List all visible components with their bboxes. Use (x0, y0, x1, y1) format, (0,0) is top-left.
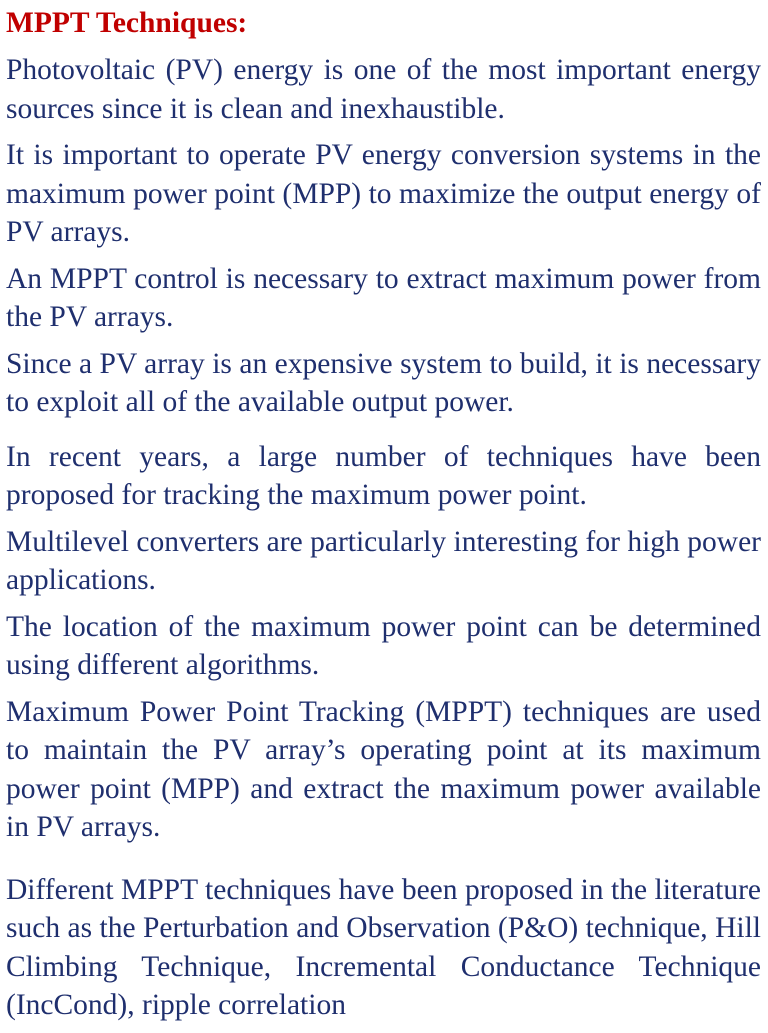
paragraph-recent-techniques: In recent years, a large number of techniques have been proposed for tracking the maximum power point. (6, 440, 761, 511)
document-page (6, 4, 761, 1033)
paragraph-mpp-location: The location of the maximum power point can be determined using different algorithms. (6, 610, 761, 681)
paragraph-mpp-operation: It is important to operate PV energy conversion systems in the maximum power point (MPP) to maximize the output energy of PV arrays. (6, 139, 761, 248)
paragraph-mppt-definition: Maximum Power Point Tracking (MPPT) techniques are used to maintain the PV array’s operating point at its maximum power point (MPP) and extract the maximum power available in PV arrays. (6, 695, 761, 843)
page-title: MPPT Techniques: (6, 7, 248, 39)
paragraph-mppt-methods: Different MPPT techniques have been proposed in the literature such as the Perturbation and Observation (P&O) technique, Hill Climbing Technique, Incremental Conductance Technique (IncCond), ripple correlation (6, 873, 761, 1021)
paragraph-pv-energy: Photovoltaic (PV) energy is one of the most important energy sources since it is clean and inexhaustible. (6, 54, 761, 125)
paragraph-mppt-control: An MPPT control is necessary to extract maximum power from the PV arrays. (6, 262, 761, 333)
paragraph-expensive-system: Since a PV array is an expensive system to build, it is necessary to exploit all of the available output power. (6, 347, 761, 418)
paragraph-multilevel-converters: Multilevel converters are particularly interesting for high power applications. (6, 525, 761, 596)
